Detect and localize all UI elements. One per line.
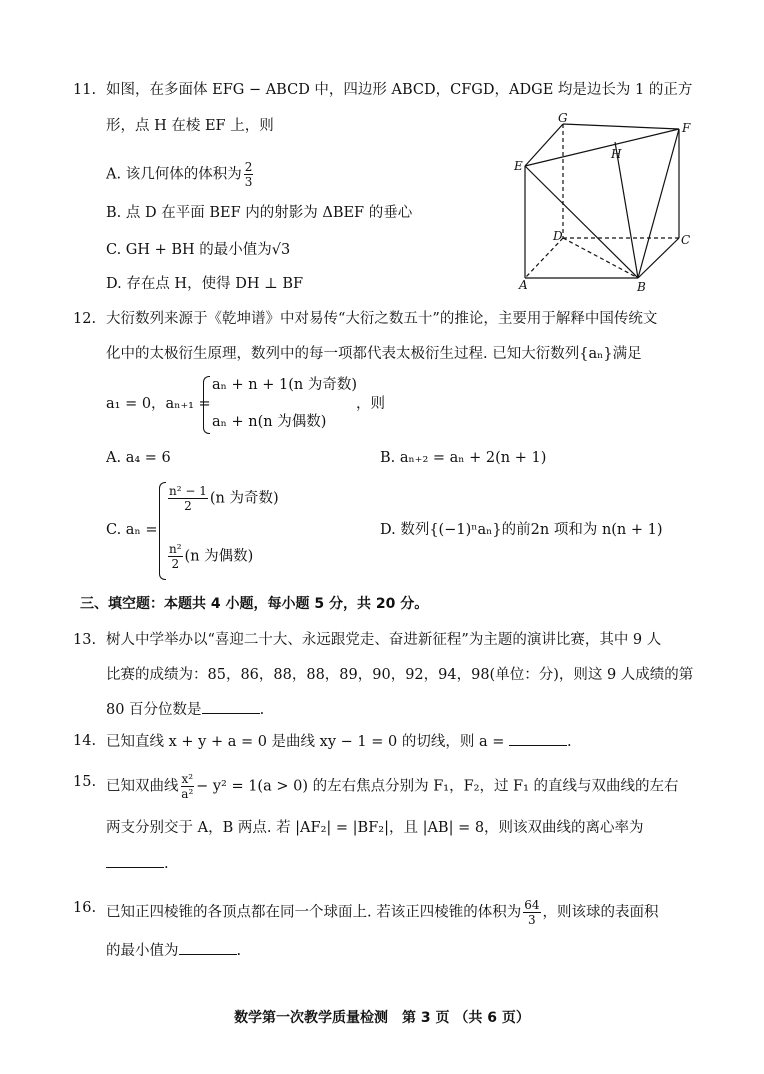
q11-option-a-text: A. 该几何体的体积为 xyxy=(106,166,242,183)
q12-line2: 化中的太极衍生原理，数列中的每一项都代表太极衍生过程. 已知大衍数列{aₙ}满足 xyxy=(106,346,642,362)
edge-ef xyxy=(525,129,679,166)
polyhedron-figure xyxy=(505,112,705,292)
q14-period: . xyxy=(566,734,572,750)
q11-option-c: C. GH + BH 的最小值为√3 xyxy=(106,242,291,258)
q14-number: 14. xyxy=(73,733,97,749)
q13-line3-period: . xyxy=(259,702,265,718)
q16-fraction xyxy=(523,898,540,927)
fraction-denominator: 2 xyxy=(184,499,192,513)
q14-answer-blank[interactable] xyxy=(509,731,567,746)
fraction-denominator: 3 xyxy=(528,913,536,927)
q16-line2 xyxy=(106,940,241,961)
edge-fb xyxy=(638,129,679,278)
q11-option-a xyxy=(106,160,255,189)
q15-line2: 两支分别交于 A，B 两点. 若 |AF₂| = |BF₂|，且 |AB| = 8，则该双曲线的离心率为 xyxy=(106,820,644,836)
edge-da-hidden xyxy=(525,238,563,278)
q12-option-c-case-odd xyxy=(166,484,279,513)
q12-definition-left: a₁ = 0，aₙ₊₁ = xyxy=(106,396,211,412)
q15-line3 xyxy=(106,853,169,874)
q14-text: 已知直线 x + y + a = 0 是曲线 xy − 1 = 0 的切线，则 a = xyxy=(106,734,505,750)
fraction-numerator: x² xyxy=(181,772,194,786)
label-h: H xyxy=(611,147,622,161)
q12-definition-brace xyxy=(203,376,210,434)
q12-option-c-left: C. aₙ = xyxy=(106,522,158,538)
edge-ge xyxy=(525,124,563,166)
q15-text-pre: 已知双曲线 xyxy=(106,778,179,795)
section-fill-in-heading: 三、填空题：本题共 4 小题，每小题 5 分，共 20 分。 xyxy=(80,596,429,612)
edge-db-hidden xyxy=(563,238,638,278)
q12-option-a: A. a₄ = 6 xyxy=(106,450,171,466)
q13-line1: 树人中学举办以“喜迎二十大、永远跟党走、奋进新征程”为主题的演讲比赛，其中 9 人 xyxy=(106,632,662,648)
q16-text-pre: 已知正四棱锥的各顶点都在同一个球面上. 若该正四棱锥的体积为 xyxy=(106,904,522,921)
q15-period: . xyxy=(164,856,169,872)
q15-answer-blank[interactable] xyxy=(106,853,164,868)
q11-option-b: B. 点 D 在平面 BEF 内的射影为 ΔBEF 的垂心 xyxy=(106,205,413,221)
q15-text-post: − y² = 1(a > 0) 的左右焦点分别为 F₁，F₂，过 F₁ 的直线与双曲线的左右 xyxy=(196,778,679,795)
q13-line2: 比赛的成绩为：85，86，88，88，89，90，92，94，98(单位：分)，则这 9 人成绩的第 xyxy=(106,667,694,683)
q15-fraction xyxy=(181,772,195,801)
q14-line xyxy=(106,731,572,752)
label-b: B xyxy=(637,280,646,292)
fraction-numerator: n² − 1 xyxy=(169,484,207,498)
q12-option-c-case-even xyxy=(166,542,253,571)
q16-line1 xyxy=(106,898,659,927)
q11-line2: 形，点 H 在棱 EF 上，则 xyxy=(106,118,274,134)
edge-eb xyxy=(525,166,638,278)
label-g: G xyxy=(558,112,568,125)
q12-number: 12. xyxy=(73,311,97,327)
q12-case-even: aₙ + n(n 为偶数) xyxy=(212,414,327,430)
q11-option-a-fraction xyxy=(244,160,254,189)
option-c-odd-condition: (n 为奇数) xyxy=(209,490,279,507)
label-d: D xyxy=(553,229,563,243)
edge-hb xyxy=(615,142,638,278)
label-f: F xyxy=(682,121,691,135)
q13-line3 xyxy=(106,699,264,720)
q16-number: 16. xyxy=(73,900,97,916)
q12-option-c-brace xyxy=(159,482,166,580)
fraction-numerator: 2 xyxy=(244,160,253,174)
option-c-even-condition: (n 为偶数) xyxy=(184,548,254,565)
q11-line1: 如图，在多面体 EFG − ABCD 中，四边形 ABCD，CFGD，ADGE 均是边长为 1 的正方 xyxy=(106,82,693,98)
q11-number: 11. xyxy=(73,82,97,98)
page-footer: 数学第一次教学质量检测 第 3 页 （共 6 页） xyxy=(234,1010,530,1026)
q13-answer-blank[interactable] xyxy=(202,699,260,714)
q16-line2-text: 的最小值为 xyxy=(106,943,179,959)
q12-option-b: B. aₙ₊₂ = aₙ + 2(n + 1) xyxy=(380,450,547,466)
q11-option-d: D. 存在点 H，使得 DH ⊥ BF xyxy=(106,276,304,292)
label-c: C xyxy=(681,233,691,247)
option-c-even-fraction xyxy=(168,542,183,571)
q12-definition-right: ，则 xyxy=(356,396,385,412)
q13-line3-text: 80 百分位数是 xyxy=(106,702,202,718)
label-a: A xyxy=(519,278,528,292)
q13-number: 13. xyxy=(73,632,97,648)
fraction-denominator: a² xyxy=(181,787,194,801)
q16-text-post: ，则该球的表面积 xyxy=(542,904,659,921)
fraction-numerator: n² xyxy=(169,542,182,556)
fraction-numerator: 64 xyxy=(524,898,540,912)
q16-period: . xyxy=(236,943,242,959)
option-c-odd-fraction xyxy=(168,484,208,513)
edge-gf xyxy=(563,124,679,129)
edge-bc xyxy=(638,238,679,278)
fraction-denominator: 2 xyxy=(171,557,180,571)
label-e: E xyxy=(514,159,523,173)
q12-line1: 大衍数列来源于《乾坤谱》中对易传“大衍之数五十”的推论，主要用于解释中国传统文 xyxy=(106,311,658,327)
q15-number: 15. xyxy=(73,774,97,790)
q12-option-d: D. 数列{(−1)ⁿaₙ}的前2n 项和为 n(n + 1) xyxy=(380,522,663,538)
q16-answer-blank[interactable] xyxy=(179,940,237,955)
fraction-denominator: 3 xyxy=(244,175,253,189)
q12-case-odd: aₙ + n + 1(n 为奇数) xyxy=(212,377,357,393)
q15-line1 xyxy=(106,772,679,801)
